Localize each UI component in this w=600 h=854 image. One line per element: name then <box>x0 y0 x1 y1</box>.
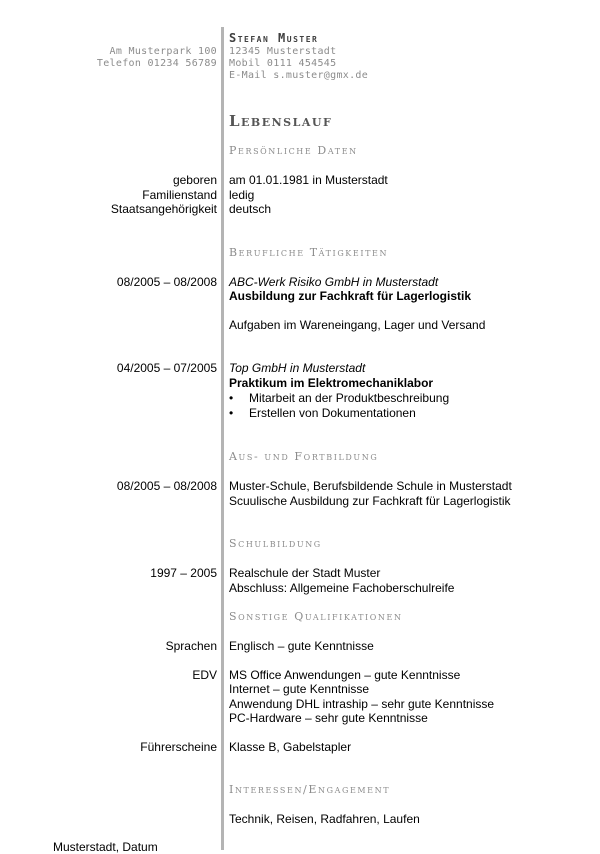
list-item-text: Erstellen von Dokumentationen <box>249 406 416 420</box>
value-born: am 01.01.1981 in Musterstadt <box>229 173 388 187</box>
label-nationality: Staatsangehörigkeit <box>110 202 217 216</box>
section-heading-school: Schulbildung <box>229 537 322 550</box>
address-mobile: Mobil 0111 454545 <box>229 58 337 69</box>
label-marital: Familienstand <box>142 188 217 202</box>
label-born: geboren <box>172 173 217 187</box>
bullet-icon: • <box>229 391 234 405</box>
school-period: 1997 – 2005 <box>150 566 217 580</box>
job-detail: Aufgaben im Wareneingang, Lager und Versand <box>229 318 486 332</box>
job-period: 04/2005 – 07/2005 <box>116 361 217 375</box>
section-heading-interests: Interessen/Engagement <box>229 783 391 796</box>
value-interests: Technik, Reisen, Radfahren, Laufen <box>229 812 420 826</box>
job-company: Top GmbH in Musterstadt <box>229 361 366 375</box>
job-period: 08/2005 – 08/2008 <box>116 275 217 289</box>
value-nationality: deutsch <box>229 202 272 216</box>
job-role: Praktikum im Elektromechaniklabor <box>229 376 434 390</box>
edv-line: Internet – gute Kenntnisse <box>229 682 370 696</box>
education-period: 08/2005 – 08/2008 <box>116 479 217 493</box>
section-heading-jobs: Berufliche Tätigkeiten <box>229 246 389 259</box>
document-title: Lebenslauf <box>229 112 333 130</box>
value-languages: Englisch – gute Kenntnisse <box>229 639 374 653</box>
list-item-text: Mitarbeit an der Produktbeschreibung <box>249 391 450 405</box>
section-heading-education: Aus- und Fortbildung <box>229 450 379 463</box>
address-phone: Telefon 01234 56789 <box>96 58 217 69</box>
bullet-icon: • <box>229 406 234 420</box>
edv-line: PC-Hardware – sehr gute Kenntnisse <box>229 711 428 725</box>
label-edv: EDV <box>192 668 217 682</box>
value-marital: ledig <box>229 188 255 202</box>
vertical-divider <box>221 27 224 850</box>
label-languages: Sprachen <box>165 639 217 653</box>
job-company: ABC-Werk Risiko GmbH in Musterstadt <box>229 275 439 289</box>
education-line: Scuulische Ausbildung zur Fachkraft für Lagerlogistik <box>229 494 511 508</box>
label-license: Führerscheine <box>140 740 217 754</box>
address-street: Am Musterpark 100 <box>109 46 217 57</box>
school-line: Abschluss: Allgemeine Fachoberschulreife <box>229 581 455 595</box>
job-role: Ausbildung zur Fachkraft für Lagerlogistik <box>229 289 472 303</box>
place-date: Musterstadt, Datum <box>53 840 158 854</box>
school-line: Realschule der Stadt Muster <box>229 566 381 580</box>
education-line: Muster-Schule, Berufsbildende Schule in Musterstadt <box>229 479 512 493</box>
applicant-name: Stefan Muster <box>229 31 319 45</box>
edv-line: Anwendung DHL intraship – sehr gute Kenntnisse <box>229 697 495 711</box>
section-heading-personal: Persönliche Daten <box>229 144 358 157</box>
section-heading-other: Sonstige Qualifikationen <box>229 610 403 623</box>
address-city: 12345 Musterstadt <box>229 46 337 57</box>
edv-line: MS Office Anwendungen – gute Kenntnisse <box>229 668 461 682</box>
address-email: E-Mail s.muster@gmx.de <box>229 70 369 81</box>
list-item <box>229 391 449 405</box>
value-license: Klasse B, Gabelstapler <box>229 740 352 754</box>
list-item <box>229 406 416 420</box>
